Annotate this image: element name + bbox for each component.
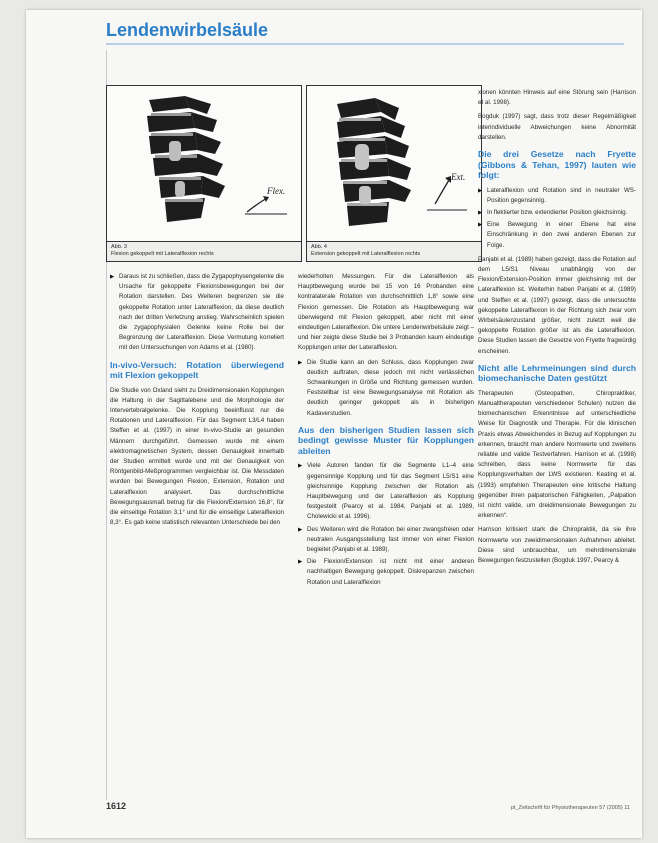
page-number: 1612 — [106, 801, 127, 811]
list-item: ▶ Die Studie kann an den Schluss, dass Kopplungen zwar deutlich auftraten, diese jedoch mit nicht verlässlichen Schwankungen in Größe und Richtung gemessen wurden. Feststellbar ist eine Bewegungsanalyse mit Rotation als deutlich geringer gekoppelt als in bisherigen Kadaverstudien. — [298, 358, 474, 419]
paragraph: xionen könnten Hinweis auf eine Störung sein (Harrison et al. 1998). — [478, 89, 636, 107]
list-item: ▶ In flektierter bzw. extendierter Position gleichsinnig. — [478, 208, 636, 218]
spine-flexion-illustration — [107, 86, 301, 241]
list-item: ▶ Lateralflexion und Rotation sind in neutraler WS-Position gegensinnig. — [478, 186, 636, 206]
section-heading: Aus den bisherigen Studien lassen sich bedingt gewisse Muster für Kopplungen ableiten — [298, 424, 474, 456]
section-heading: In-vivo-Versuch: Rotation überwiegend mit Flexion gekoppelt — [110, 359, 284, 381]
bullet-list — [298, 461, 474, 587]
bullet-list — [298, 358, 474, 419]
paragraph: Panjabi et al. (1989) haben gezeigt, dass die Rotation auf dem L5/S1 Niveau unabhängig von der Flexion/Extension-Position immer gleichsinnig mit der Lateralflexion ist. Weiterhin haben Panjabi et al. (1989) und Steffen et al. (1997) gezeigt, dass die untersuchte gekoppelte Lateralflexion in der Richtung sich zwar vom Wirbelsäulenzustand größer, nicht zuletzt weil die gekoppelte Rotation größer ist als die Lateralflexion. Diese Studien lassen die Gesetze von Fryette fragwürdig erscheinen. — [478, 255, 636, 355]
flex-annotation: Flex. — [267, 186, 286, 196]
section-heading: Nicht alle Lehrmeinungen sind durch biomechanische Daten gestützt — [478, 362, 636, 384]
figure-caption — [107, 241, 301, 261]
figure-label: Abb. 4 — [311, 244, 327, 250]
figure-caption-text: Extension gekoppelt mit Lateralflexion rechts — [311, 251, 421, 257]
ext-annotation: Ext. — [451, 172, 466, 182]
spine-extension-illustration — [307, 86, 481, 241]
figure-flexion — [106, 85, 302, 262]
header-rule — [106, 43, 624, 45]
figure-caption-text: Flexion gekoppelt mit Lateralflexion rechts — [111, 251, 214, 257]
page-title: Lendenwirbelsäule — [106, 20, 269, 40]
figure-label: Abb. 3 — [111, 244, 127, 250]
document-page — [26, 10, 642, 838]
text-column-1 — [110, 272, 284, 532]
list-item: ▶ Viele Autoren fanden für die Segmente L1–4 eine gegensinnige Kopplung und für das Segment L5/S1 eine gleichsinnige Kopplung zwischen der Rotation als Hauptbewegung und der Lateralflexion als Kopplung festgestellt (Pearcy et al. 1984, Panjabi et al. 1989, Cholewicki et al. 1996). — [298, 461, 474, 522]
paragraph: wiederholten Messungen. Für die Lateralflexion als Hauptbewegung wurde bei 15 von 16 Probanden eine kontralaterale Rotation von durchschnittlich 1,8° sowie eine Flexion gemessen. Die Rotation als Hauptbewegung war überwiegend mit Flexion gekoppelt, aber nicht mit einer eindeutigen Lateralflexion. Die untere Lendenwirbelsäule zeigt – und hier zeigte diese Studie bei 3 Probanden kaum eindeutige Kopplungen unter der Lateralflexion. — [298, 273, 474, 352]
text-column-2 — [298, 272, 474, 592]
section-heading: Die drei Gesetze nach Fryette (Gibbons & Tehan, 1997) lauten wie folgt: — [478, 149, 636, 181]
journal-citation: pt_Zeitschrift für Physiotherapeuten 57 (2005) 11 — [510, 805, 630, 811]
paragraph: Harrison kritisiert stark die Chiropraktik, da sie ihre Normwerte von zweidimensionalen Aufnahmen ableitet. Diese sind unbrauchbar, um mehrdimensionale Bewegungen festzustellen (Bogduk 1997, Pearcy & — [478, 526, 636, 565]
figure-caption — [307, 241, 481, 261]
paragraph: Die Studie von Oxland sieht zu Dreidimensionalen Kopplungen die Haltung in der Sagittalebene und die Morphologie der Intervertebralgelenke. Die Kopplung beeinflusst nur die Rotationen und Lateralflexion. Für das Segment L3/L4 haben Steffen et al. (1997) in einer In-vivo-Studie an gesunden Männern durchgeführt. Gemessen wurde mit einem elektromagnetischen System, dessen Genauigkeit innerhalb der Studien ermittelt wurde und mit der Genauigkeit von Röntgenbild-Meßprogrammen vergleichbar ist. Die Messdaten wurden bei Bewegungen Flexion, Extension, Rotation und Lateralflexion analysiert. Das durchschnittliche Bewegungsausmaß betrug für die Flexion/Extension 16,8°, für die einseitige Rotation 3,1° und für die einseitige Lateralflexion 8,3°. Es gab keine statistisch relevanten Unterschiede bei den — [110, 386, 284, 527]
paragraph: Therapeuten (Osteopathen, Chiropraktiker, Manualtherapeuten verschiedener Schulen) nutzen die biomechanischen Erkenntnisse auf unterschiedliche Weise für Diagnostik und Therapie. Für die klinischen Praxis etwas Abweichendes in Bezug auf Kopplungen zu erkennen, braucht man andere Normwerte und zweitens reliable und valide Testverfahren. Harrison et al. (1998) schreiben, dass keine Normwerte für das Kopplungsverhalten der LWS existieren. Keating et al. (1993) empfehlen Therapeuten eine kritische Haltung gegenüber ihren palpatorischen Fähigkeiten, „Palpation ist nicht valide, um dreidimensionale Bewegungen zu erkennen“. — [478, 389, 636, 520]
bullet-list — [110, 272, 284, 354]
list-item: ▶ Die Flexion/Extension ist nicht mit einer anderen nachhaltigen Bewegung gekoppelt. Diskrepanzen zwischen Rotation und Lateralflexion — [298, 557, 474, 588]
list-item: ▶ Daraus ist zu schließen, dass die Zygapophysengelenke die Ursache für gekoppelte Flexionsbewegungen bei der Rotation darstellen. Des Weiteren begrenzen sie die gekoppelte Rotation unter Lateralflexion, da diese deutlich nach der dritten Verletzung anstieg. Wahrscheinlich spielen die zygapophysialen Gelenke keine Rolle bei der Begrenzung der Lateralflexion. Diese Vermutung korreliert mit den Untersuchungen von Adams et al. (1980). — [110, 272, 284, 354]
text-column-3 — [478, 88, 636, 570]
paragraph: Bogduk (1997) sagt, dass trotz dieser Regelmäßigkeit interindividuelle Abweichungen keine Abnormität darstellen. — [478, 113, 636, 141]
list-item: ▶ Des Weiteren wird die Rotation bei einer zwangsfreien oder neutralen Ausgangsstellung fast immer von einer Flexion begleitet (Panjabi et al. 1989). — [298, 525, 474, 556]
bullet-list — [478, 186, 636, 251]
figure-extension — [306, 85, 482, 262]
list-item: ▶ Eine Bewegung in einer Ebene hat eine Einschränkung in den zwei anderen Ebenen zur Folge. — [478, 220, 636, 251]
